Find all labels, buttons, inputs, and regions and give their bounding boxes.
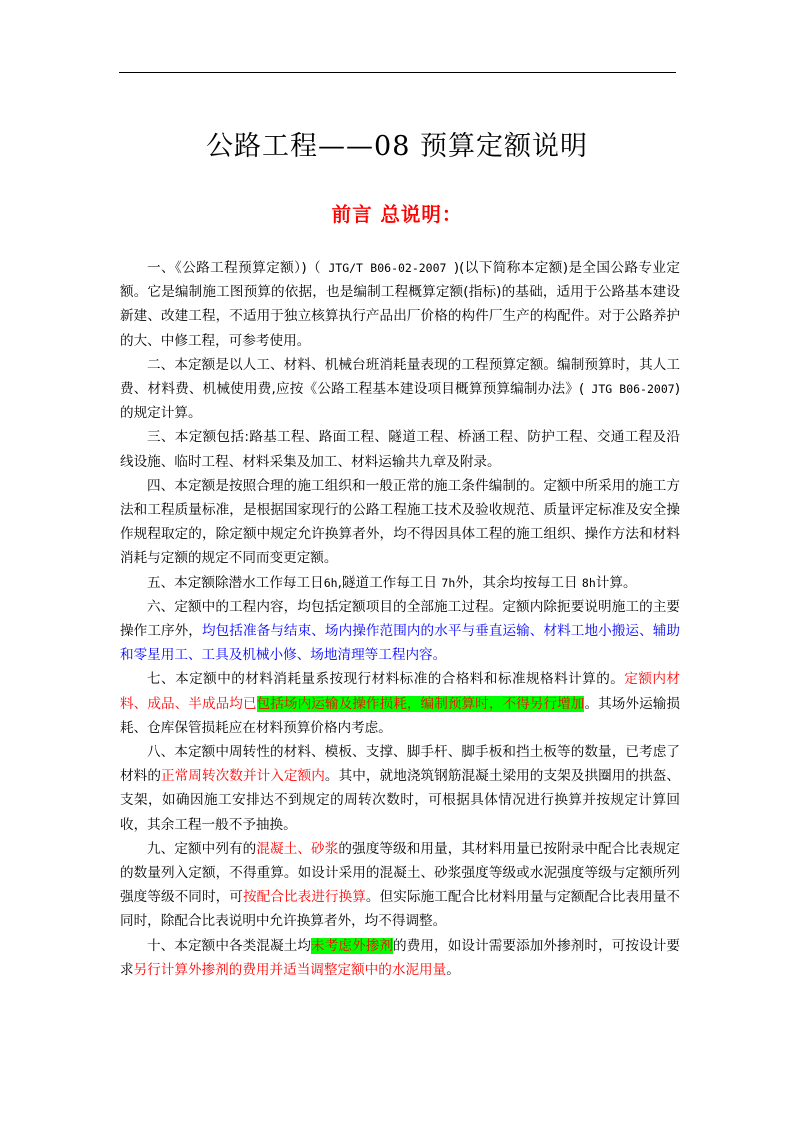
- text-run: 的费用，如设计需要添加外掺剂时，可按设计要求: [120, 937, 681, 978]
- text-run: 的强度等级和用量，其材料用量已按附录中配合比表规定的数量列入定额，不得重算。如设计采用的混凝土、砂浆强度等级或水泥强度等级与定额所列强度等级不同时，可: [120, 840, 681, 906]
- paragraph-7: [120, 667, 680, 740]
- paragraph-1: [120, 256, 680, 353]
- standard-code: JTG B06-2007: [584, 382, 675, 397]
- text-run: 。但实际施工配合比材料用量与定额配合比表用量不同时，除配合比表说明中允许换算者外，均不得调整。: [120, 889, 681, 930]
- paragraph-4: 四、本定额是按照合理的施工组织和一般正常的施工条件编制的。定额中所采用的施工方法和工程质量标准，是根据国家现行的公路工程施工技术及验收规范、质量评定标准及安全操作规程取定的，除定额中规定允许换算者外，均不得因具体工程的施工组织、操作方法和材料消耗与定额的规定不同而变更定额。: [120, 477, 680, 567]
- red-emphasis: 定额内材料、成品、半成品均已: [120, 671, 681, 712]
- text-run: 二、本定额是以人工、材料、机械台班消耗量表现的工程预算定额。编制预算时，其人工费、材料费、机械使用费,应按《公路工程基本建设项目概算预算编制办法》(: [120, 356, 680, 398]
- document-body: [120, 256, 680, 982]
- red-emphasis: 按配合比表进行换算: [242, 889, 366, 906]
- header-rule: [119, 72, 676, 73]
- text-run: 六、定额中的工程内容，均包括定额项目的全部施工过程。定额内除扼要说明施工的主要操作工序外，: [120, 598, 680, 640]
- text-run: 。其中，就地浇筑钢筋混凝土梁用的支架及拱圈用的拱盔、支架，如确因施工安排达不到规定的周转次数时，可根据具体情况进行换算并按规定计算回收，其余工程一般不予抽换。: [120, 768, 681, 833]
- paragraph-6: [120, 595, 680, 668]
- hours-value: 6h: [323, 575, 338, 590]
- blue-emphasis: 均包括准备与结束、场内操作范围内的水平与垂直运输、材料工地小搬运、辅助和零星用工、工具及机械小修、场地清理等工程内容。: [120, 623, 681, 664]
- text-run: )(以下简称本定额)是全国公路专业定额。它是编制施工图预算的依据，也是编制工程概算定额(指标)的基础，适用于公路基本建设新建、改建工程，不适用于独立核算执行产品出厂价格的构件厂生产的构配件。对于公路养护的大、中修工程，可参考使用。: [120, 260, 680, 349]
- text-run: 七、本定额中的材料消耗量系按现行材料标准的合格料和标准规格料计算的。: [147, 671, 625, 688]
- highlighted-text: 包括场内运输及操作损耗，编制预算时，不得另行增加: [256, 695, 585, 712]
- document-title: 公路工程——08 预算定额说明: [206, 131, 588, 162]
- text-run: ,隧道工作每工日: [337, 574, 442, 591]
- paragraph-10: [120, 934, 680, 982]
- red-emphasis: 混凝土、砂浆: [256, 840, 339, 857]
- highlighted-text: 未考虑外掺剂: [311, 937, 394, 954]
- text-run: 外，其余均按每工日: [455, 574, 582, 591]
- text-run: 。: [446, 961, 460, 978]
- text-run: 五、本定额除潜水工作每工日: [147, 574, 324, 591]
- paragraph-3: 三、本定额包括:路基工程、路面工程、隧道工程、桥涵工程、防护工程、交通工程及沿线设施、临时工程、材料采集及加工、材料运输共九章及附录。: [120, 429, 680, 470]
- red-emphasis: 另行计算外掺剂的费用并适当调整定额中的水泥用量: [133, 961, 447, 978]
- red-emphasis: 正常周转次数并计入定额内: [160, 768, 325, 785]
- paragraph-2: [120, 353, 680, 426]
- text-run: 。其场外运输损耗、仓库保管损耗应在材料预算价格内考虑。: [120, 695, 681, 736]
- text-run: 十、本定额中各类混凝土均: [147, 937, 312, 954]
- text-run: 八、本定额中周转性的材料、模板、支撑、脚手杆、脚手板和挡土板等的数量，已考虑了材料的: [120, 744, 680, 785]
- standard-code: JTG/T B06-02-2007: [321, 261, 454, 275]
- text-run: 九、定额中列有的: [147, 840, 257, 857]
- paragraph-5: [120, 571, 680, 595]
- section-heading: 前言 总说明：: [331, 203, 463, 226]
- hours-value: 7h: [441, 575, 456, 590]
- text-run: 计算。: [595, 574, 637, 591]
- paragraph-9: [120, 837, 680, 934]
- hours-value: 8h: [581, 575, 596, 590]
- text-run: 一、《公路工程预算定额）)（: [147, 260, 322, 276]
- paragraph-8: [120, 740, 680, 837]
- text-run: )的规定计算。: [120, 381, 680, 422]
